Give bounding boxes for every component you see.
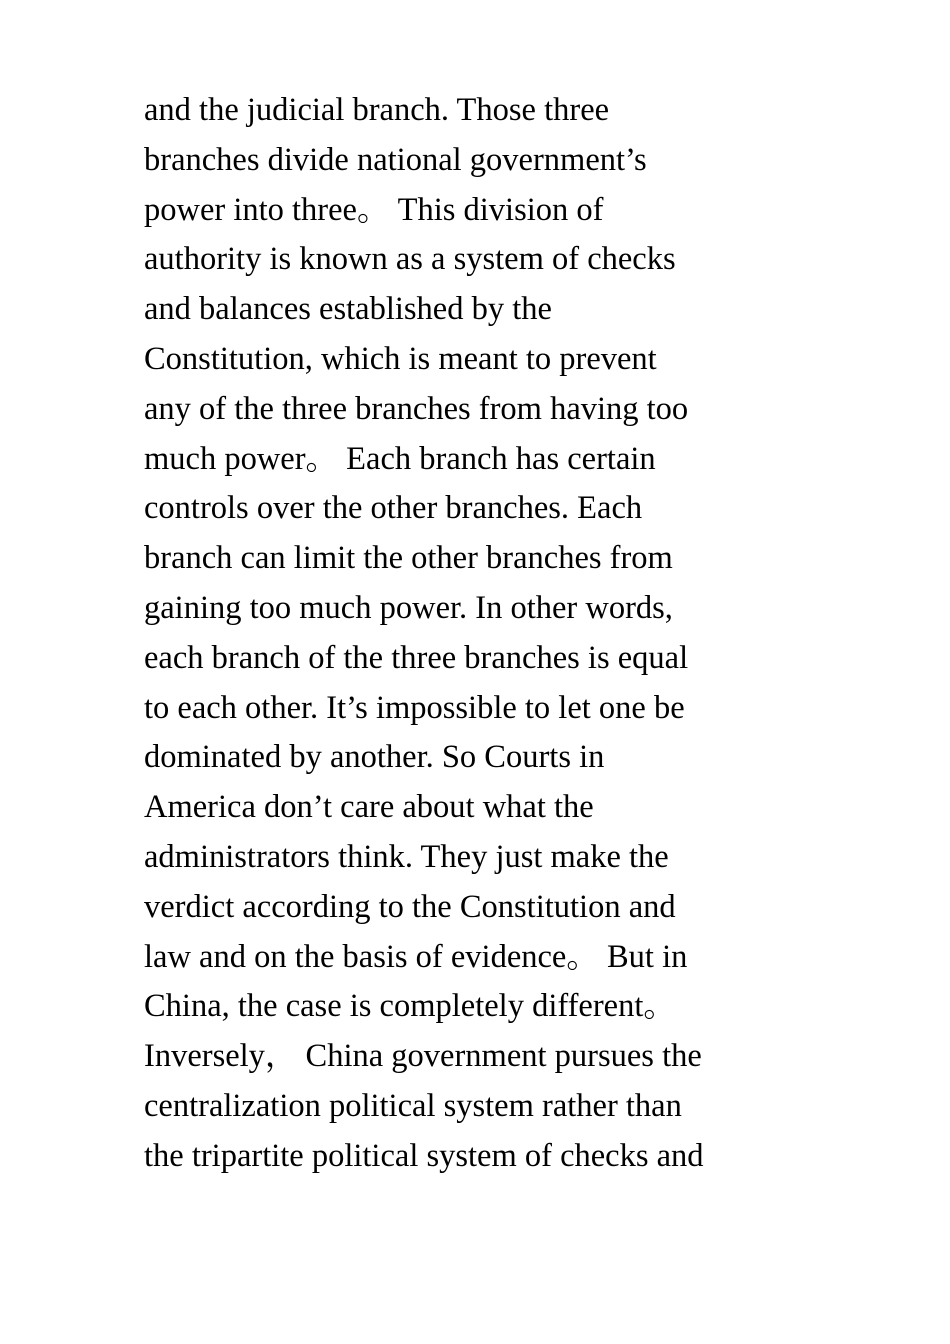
text-line-11: gaining too much power. In other words,	[144, 589, 673, 626]
text-line-21: centralization political system rather than	[144, 1087, 682, 1124]
text-line-20: Inversely， China government pursues the	[144, 1038, 702, 1075]
text-line-2: branches divide national government’s	[144, 141, 647, 178]
text-line-16: administrators think. They just make the	[144, 838, 669, 875]
text-line-18: law and on the basis of evidence。 But in	[144, 938, 688, 975]
text-line-14: dominated by another. So Courts in	[144, 739, 605, 776]
text-line-12: each branch of the three branches is equal	[144, 639, 689, 676]
text-line-22: the tripartite political system of checks and	[144, 1137, 704, 1174]
text-line-7: any of the three branches from having too	[144, 390, 689, 427]
text-line-19: China, the case is completely different。	[144, 988, 676, 1025]
text-line-9: controls over the other branches. Each	[144, 490, 643, 527]
text-line-6: Constitution, which is meant to prevent	[144, 340, 657, 377]
body-paragraph	[144, 86, 844, 1182]
text-line-3: power into three。 This division of	[144, 191, 604, 228]
text-line-15: America don’t care about what the	[144, 789, 594, 826]
text-line-1: and the judicial branch. Those three	[144, 92, 610, 128]
text-line-10: branch can limit the other branches from	[144, 540, 673, 577]
text-line-17: verdict according to the Constitution and	[144, 888, 676, 925]
text-line-13: to each other. It’s impossible to let one be	[144, 689, 685, 726]
text-line-5: and balances established by the	[144, 291, 552, 328]
text-line-8: much power。 Each branch has certain	[144, 440, 656, 477]
text-line-4: authority is known as a system of checks	[144, 241, 676, 278]
